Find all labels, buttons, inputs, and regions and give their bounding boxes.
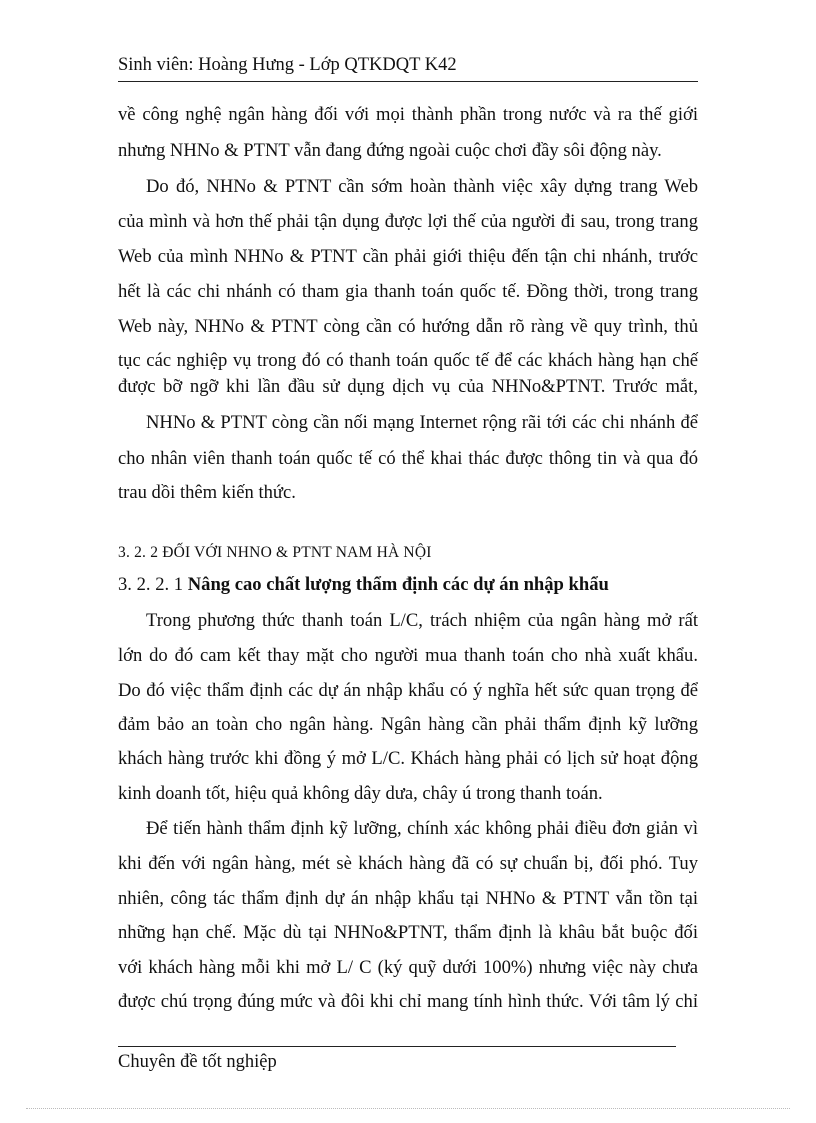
body-line: được bỡ ngỡ khi lần đầu sử dụng dịch vụ của NHNo&PTNT. Trước mắt,	[118, 376, 698, 397]
body-line: với khách hàng mỗi khi mở L/ C (ký quỹ dưới 100%) nhưng việc này chưa	[118, 957, 698, 978]
page-edge	[26, 1108, 790, 1109]
body-line: những hạn chế. Mặc dù tại NHNo&PTNT, thẩm định là khâu bắt buộc đối	[118, 922, 698, 943]
body-line: Để tiến hành thẩm định kỹ lưỡng, chính xác không phải điều đơn giản vì	[146, 818, 698, 839]
header-rule	[118, 81, 698, 82]
body-line: Web này, NHNo & PTNT còng cần có hướng dẫn rõ ràng về quy trình, thủ	[118, 316, 698, 337]
page-header: Sinh viên: Hoàng Hưng - Lớp QTKDQT K42	[118, 55, 457, 75]
body-line: Trong phương thức thanh toán L/C, trách nhiệm của ngân hàng mở rất	[146, 610, 698, 631]
body-line: kinh doanh tốt, hiệu quả không dây dưa, chây ú trong thanh toán.	[118, 783, 603, 804]
body-line: Web của mình NHNo & PTNT cần phải giới thiệu đến tận chi nhánh, trước	[118, 246, 698, 267]
footer-rule	[118, 1046, 676, 1047]
subsection-heading	[118, 573, 698, 597]
body-line: lớn do đó cam kết thay mặt cho người mua thanh toán cho nhà xuất khẩu.	[118, 645, 698, 666]
body-line: của mình và hơn thế phải tận dụng được lợi thế của người đi sau, trong trang	[118, 211, 698, 232]
body-line: khách hàng trước khi đồng ý mở L/C. Khách hàng phải có lịch sử hoạt động	[118, 748, 698, 769]
body-line: đảm bảo an toàn cho ngân hàng. Ngân hàng cần phải thẩm định kỹ lưỡng	[118, 714, 698, 735]
body-line: hết là các chi nhánh có tham gia thanh toán quốc tế. Đồng thời, trong trang	[118, 281, 698, 302]
body-line: Do đó, NHNo & PTNT cần sớm hoàn thành việc xây dựng trang Web	[146, 176, 698, 197]
body-line: trau dồi thêm kiến thức.	[118, 482, 296, 503]
subsection-number: 3. 2. 2. 1	[118, 574, 184, 595]
section-heading: 3. 2. 2 ĐỐI VỚI NHNO & PTNT NAM HÀ NỘI	[118, 544, 432, 561]
body-line: Do đó việc thẩm định các dự án nhập khẩu có ý nghĩa hết sức quan trọng để	[118, 680, 698, 701]
body-line: NHNo & PTNT còng cần nối mạng Internet rộng rãi tới các chi nhánh để	[146, 412, 698, 433]
body-line: được chú trọng đúng mức và đôi khi chỉ mang tính hình thức. Với tâm lý chỉ	[118, 991, 698, 1012]
body-line: khi đến với ngân hàng, mét sè khách hàng đã có sự chuẩn bị, đối phó. Tuy	[118, 853, 698, 874]
body-line: nhiên, công tác thẩm định dự án nhập khẩu tại NHNo & PTNT vẫn tồn tại	[118, 888, 698, 909]
page-footer: Chuyên đề tốt nghiệp	[118, 1052, 277, 1072]
body-line: tục các nghiệp vụ trong đó có thanh toán quốc tế để các khách hàng hạn chế	[118, 350, 698, 371]
body-line: về công nghệ ngân hàng đối với mọi thành phần trong nước và ra thế giới	[118, 104, 698, 125]
subsection-title: Nâng cao chất lượng thẩm định các dự án nhập khẩu	[187, 574, 609, 595]
body-line: cho nhân viên thanh toán quốc tế có thể khai thác được thông tin và qua đó	[118, 448, 698, 469]
body-line: nhưng NHNo & PTNT vẫn đang đứng ngoài cuộc chơi đầy sôi động này.	[118, 140, 662, 161]
